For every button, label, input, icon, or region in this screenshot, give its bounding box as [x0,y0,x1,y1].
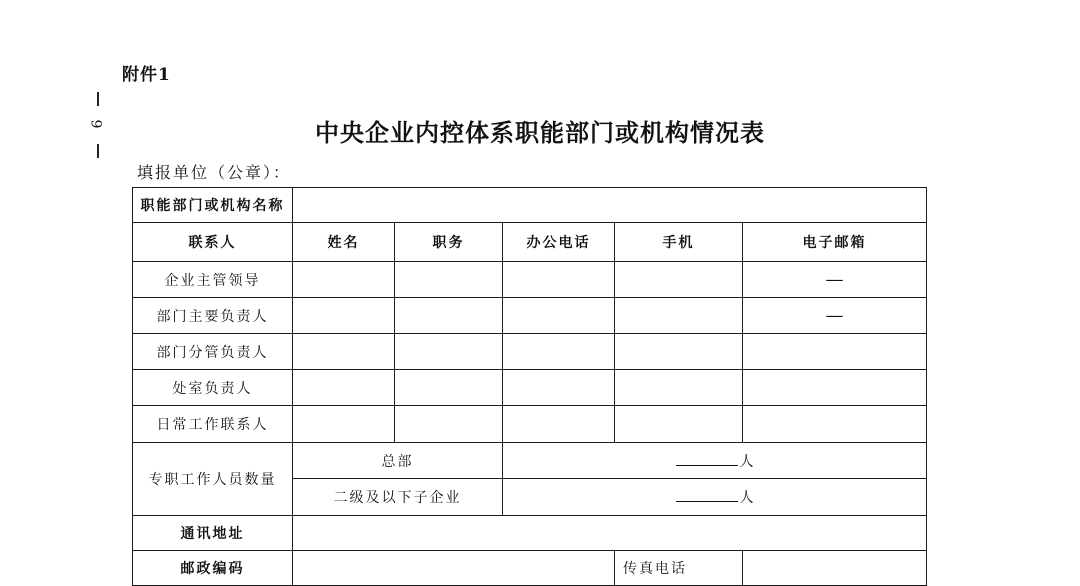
page-number: 9 [87,119,104,129]
mobile-cell[interactable] [615,370,743,406]
position-cell[interactable] [395,298,503,334]
name-cell[interactable] [293,370,395,406]
email-cell[interactable] [743,262,927,298]
fax-label: 传真电话 [615,551,743,586]
office-phone-cell[interactable] [503,334,615,370]
staff-sub-blank [676,487,738,502]
fax-cell[interactable] [743,551,927,586]
header-name: 姓名 [293,223,395,262]
page-marker-dash-top [97,92,99,106]
header-contact: 联系人 [133,223,293,262]
table-row [133,370,927,406]
dept-name-row [133,188,927,223]
staff-hq-row [133,443,927,479]
mobile-cell[interactable] [615,406,743,443]
position-cell[interactable] [395,406,503,443]
office-phone-cell[interactable] [503,406,615,443]
position-cell[interactable] [395,334,503,370]
email-cell[interactable] [743,298,927,334]
attachment-label: 附件1 [122,65,171,85]
postcode-label: 邮政编码 [133,551,293,586]
mobile-cell[interactable] [615,262,743,298]
name-cell[interactable] [293,334,395,370]
dept-name-cell[interactable] [293,188,927,223]
staff-hq-blank [676,451,738,466]
header-office-phone: 办公电话 [503,223,615,262]
header-row [133,223,927,262]
name-cell[interactable] [293,298,395,334]
table-row [133,406,927,443]
dept-name-label: 职能部门或机构名称 [133,188,293,223]
email-cell[interactable] [743,334,927,370]
email-cell[interactable] [743,370,927,406]
row-role-label: 日常工作联系人 [133,406,293,443]
info-table [132,187,927,586]
mobile-cell[interactable] [615,334,743,370]
staff-count-label: 专职工作人员数量 [133,443,293,516]
name-cell[interactable] [293,262,395,298]
row-role-label: 部门主要负责人 [133,298,293,334]
table-row [133,262,927,298]
email-cell[interactable] [743,406,927,443]
mobile-cell[interactable] [615,298,743,334]
email-dash: — [825,305,844,326]
row-role-label: 企业主管领导 [133,262,293,298]
name-cell[interactable] [293,406,395,443]
office-phone-cell[interactable] [503,262,615,298]
header-position: 职务 [395,223,503,262]
header-email: 电子邮箱 [743,223,927,262]
position-cell[interactable] [395,370,503,406]
staff-hq-label: 总部 [293,443,503,479]
row-role-label: 部门分管负责人 [133,334,293,370]
address-cell[interactable] [293,516,927,551]
office-phone-cell[interactable] [503,298,615,334]
document-title: 中央企业内控体系职能部门或机构情况表 [315,118,765,147]
row-role-label: 处室负责人 [133,370,293,406]
postcode-cell[interactable] [293,551,615,586]
email-dash: — [825,269,844,290]
table-row [133,298,927,334]
postcode-row [133,551,927,586]
position-cell[interactable] [395,262,503,298]
header-mobile: 手机 [615,223,743,262]
staff-sub-label: 二级及以下子企业 [293,479,503,516]
address-label: 通讯地址 [133,516,293,551]
table-row [133,334,927,370]
address-row [133,516,927,551]
staff-sub-count-cell[interactable] [503,479,927,516]
staff-hq-count-cell[interactable] [503,443,927,479]
staff-hq-unit: 人 [739,453,754,470]
office-phone-cell[interactable] [503,370,615,406]
staff-sub-unit: 人 [739,490,754,506]
filler-unit-label: 填报单位（公章）： [137,163,292,182]
